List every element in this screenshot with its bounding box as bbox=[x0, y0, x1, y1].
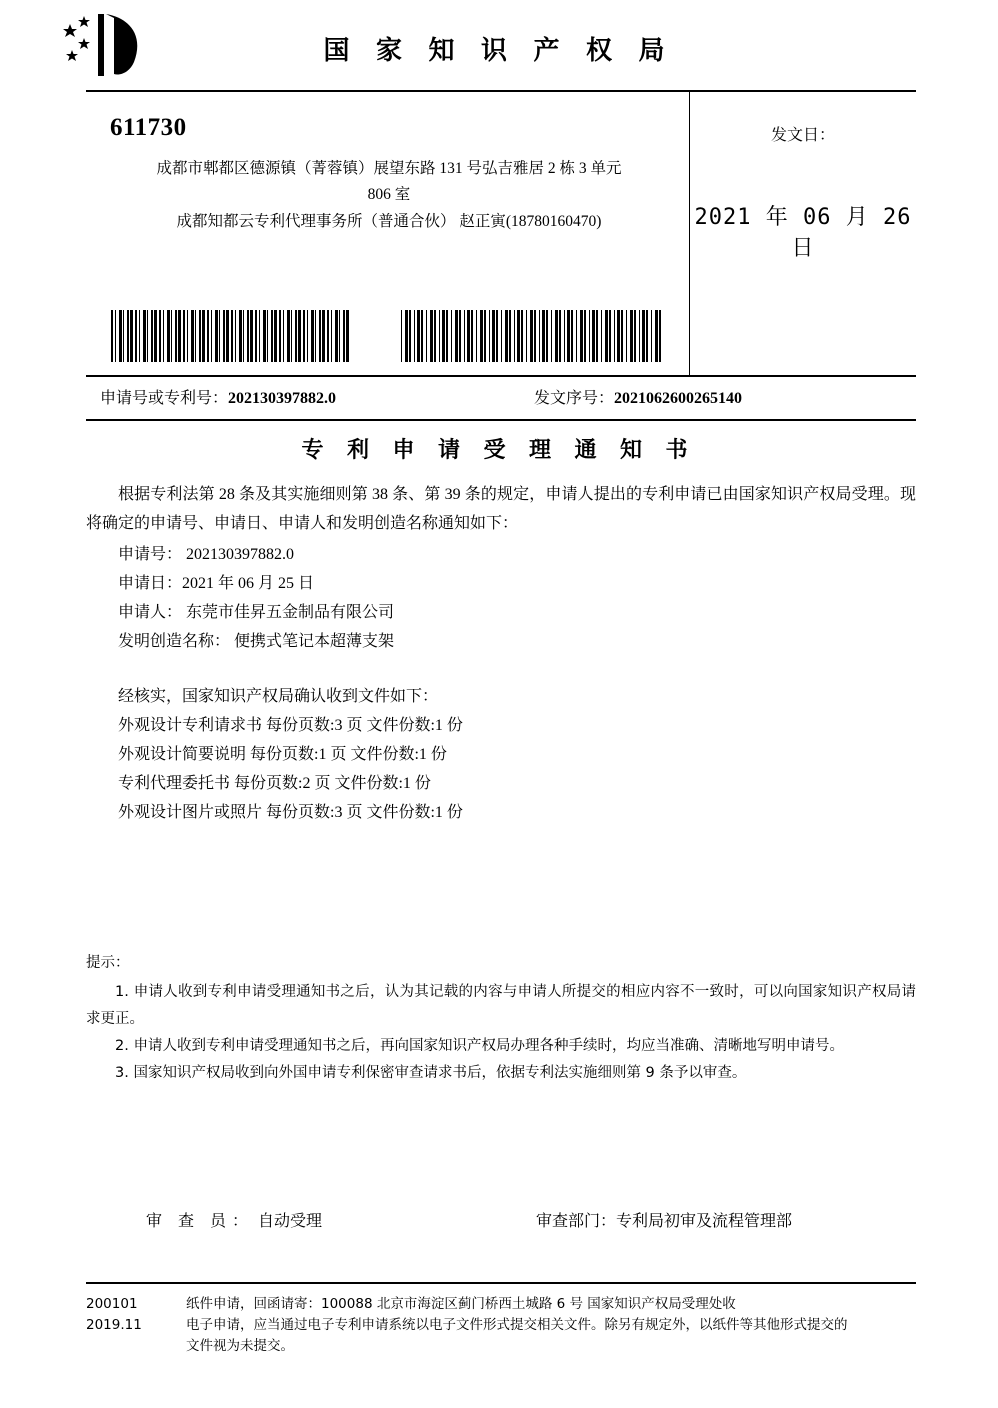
tip-item-1: 1. 申请人收到专利申请受理通知书之后，认为其记载的内容与申请人所提交的相应内容不一致时，可以向国家知识产权局请求更正。 bbox=[86, 984, 916, 1027]
dispatch-serial-field bbox=[534, 385, 742, 408]
application-number-field bbox=[100, 385, 336, 408]
received-documents bbox=[86, 682, 916, 827]
recipient-address-line2: 806 室 bbox=[367, 186, 411, 203]
tip-item-2: 2. 申请人收到专利申请受理通知书之后，再向国家知识产权局办理各种手续时，均应当准确、清晰地写明申请号。 bbox=[115, 1038, 844, 1054]
tips-section bbox=[86, 950, 916, 1087]
document-header bbox=[0, 0, 998, 88]
recipient-agency-line: 成都知都云专利代理事务所（普通合伙） 赵正寅(18780160470) bbox=[176, 213, 602, 230]
footer-body bbox=[186, 1294, 916, 1357]
footer-line-electronic-2: 文件视为未提交。 bbox=[186, 1338, 294, 1354]
department-value: 专利局初审及流程管理部 bbox=[616, 1213, 793, 1230]
document-footer bbox=[86, 1282, 916, 1357]
signature-row bbox=[86, 1208, 916, 1236]
department-field bbox=[536, 1208, 792, 1231]
received-document-item: 外观设计图片或照片 每份页数:3 页 文件份数:1 份 bbox=[118, 804, 463, 821]
field-application-date: 申请日：2021 年 06 月 25 日 bbox=[118, 575, 315, 592]
footer-codes bbox=[86, 1294, 176, 1336]
dispatch-date-label: 发文日： bbox=[770, 127, 835, 144]
registration-number: 611730 bbox=[110, 114, 187, 141]
department-label: 审查部门： bbox=[536, 1213, 617, 1230]
application-fields bbox=[86, 540, 916, 656]
field-invention-name: 发明创造名称： 便携式笔记本超薄支架 bbox=[118, 633, 395, 650]
field-application-number: 申请号： 202130397882.0 bbox=[118, 546, 295, 563]
barcode-group bbox=[86, 310, 686, 362]
examiner-value: 自动受理 bbox=[258, 1213, 323, 1230]
recipient-block bbox=[86, 92, 686, 236]
dispatch-date-block bbox=[690, 92, 916, 375]
dispatch-date-value: 2021 年 06 月 26 日 bbox=[694, 205, 912, 261]
footer-line-electronic-1: 电子申请，应当通过电子专利申请系统以电子文件形式提交相关文件。除另有规定外，以纸件等其他形式提交的 bbox=[186, 1317, 848, 1333]
tips-heading: 提示： bbox=[86, 955, 130, 971]
footer-code-version: 2019.11 bbox=[86, 1317, 142, 1333]
notice-paragraph: 根据专利法第 28 条及其实施细则第 38 条、第 39 条的规定，申请人提出的专利申请已由国家知识产权局受理。现将确定的申请号、申请日、申请人和发明创造名称通知如下： bbox=[86, 486, 916, 532]
numbers-row bbox=[86, 375, 916, 421]
footer-line-paper: 纸件申请，回函请寄：100088 北京市海淀区蓟门桥西土城路 6 号 国家知识产权局受理处收 bbox=[186, 1296, 736, 1312]
tip-item-3: 3. 国家知识产权局收到向外国申请专利保密审查请求书后，依据专利法实施细则第 9 条予以审查。 bbox=[115, 1065, 747, 1081]
examiner-field bbox=[146, 1208, 322, 1231]
barcode-dispatch-serial bbox=[401, 310, 661, 362]
notice-title: 专 利 申 请 受 理 通 知 书 bbox=[301, 437, 697, 462]
recipient-address-line1: 成都市郫都区德源镇（菁蓉镇）展望东路 131 号弘吉雅居 2 栋 3 单元 bbox=[156, 160, 622, 177]
barcode-application-number bbox=[111, 310, 351, 362]
page-title: 国 家 知 识 产 权 局 bbox=[323, 36, 675, 65]
field-applicant: 申请人： 东莞市佳昇五金制品有限公司 bbox=[118, 604, 395, 621]
received-document-item: 外观设计专利请求书 每份页数:3 页 文件份数:1 份 bbox=[118, 717, 463, 734]
application-number-value: 202130397882.0 bbox=[228, 390, 337, 407]
dispatch-serial-value: 2021062600265140 bbox=[614, 390, 743, 407]
dispatch-serial-label: 发文序号： bbox=[534, 390, 615, 407]
received-document-item: 外观设计简要说明 每份页数:1 页 文件份数:1 份 bbox=[118, 746, 447, 763]
footer-code-form: 200101 bbox=[86, 1296, 138, 1312]
notice-body bbox=[86, 480, 916, 827]
application-number-label: 申请号或专利号： bbox=[100, 390, 229, 407]
recipient-and-date-box bbox=[86, 90, 916, 377]
received-document-item: 专利代理委托书 每份页数:2 页 文件份数:1 份 bbox=[118, 775, 431, 792]
examiner-label: 审 查 员： bbox=[146, 1213, 255, 1230]
received-documents-intro: 经核实，国家知识产权局确认收到文件如下： bbox=[118, 688, 439, 705]
